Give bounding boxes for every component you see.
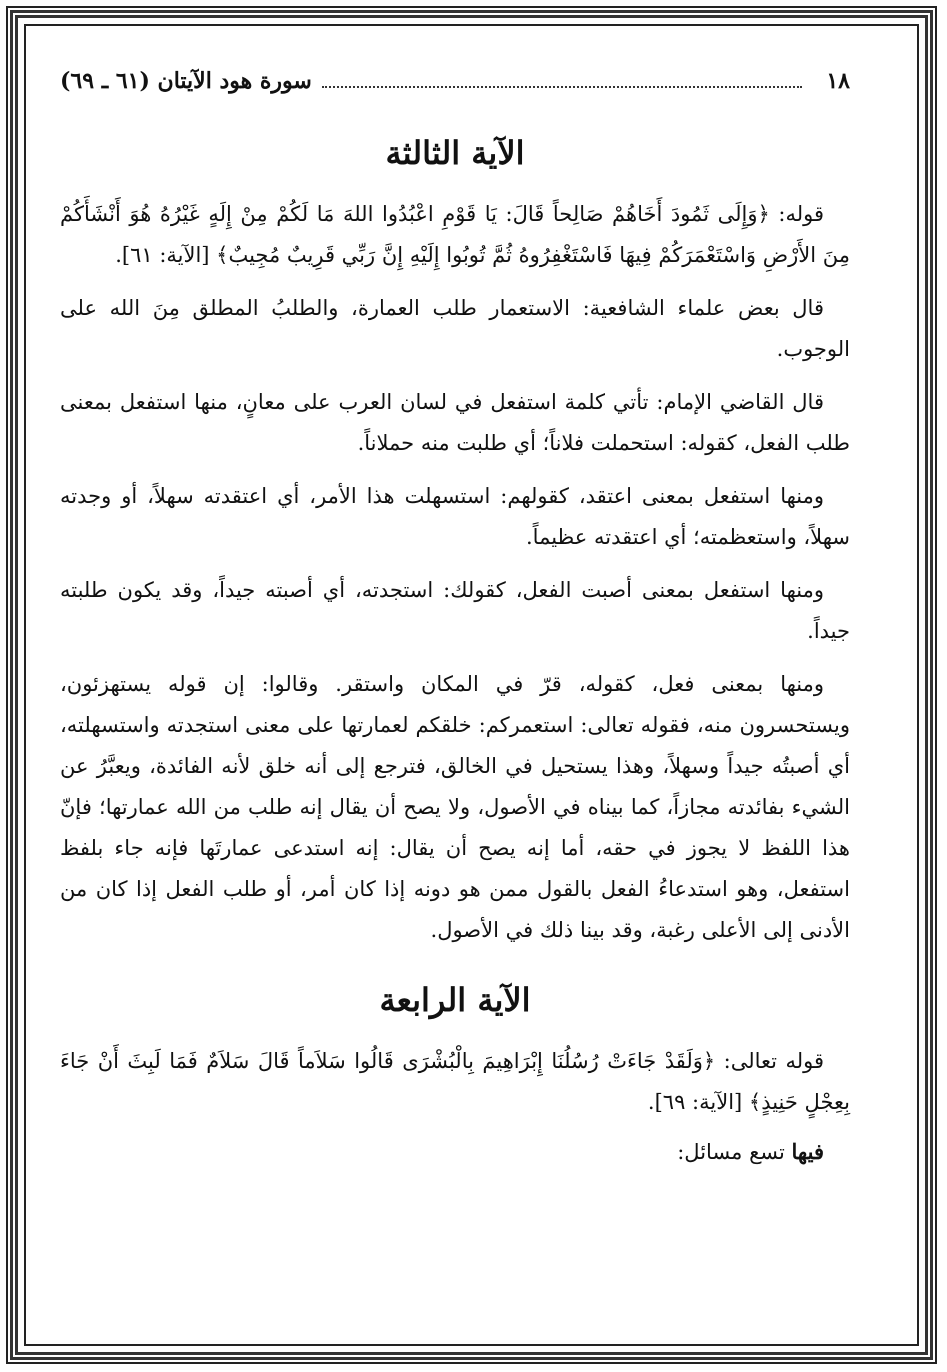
- page-content: [60, 60, 850, 1169]
- issues-intro: [60, 1135, 850, 1169]
- running-title: سورة هود الآيتان (٦١ ـ ٦٩): [60, 68, 312, 94]
- paragraph: ومنها استفعل بمعنى أصبت الفعل، كقولك: استجدته، أي أصبته جيداً، وقد يكون طلبته جيداً.: [60, 578, 850, 643]
- issues-intro-bold: فيها: [791, 1139, 824, 1164]
- paragraph: قال القاضي الإمام: تأتي كلمة استفعل في لسان العرب على معانٍ، منها استفعل بمعنى طلب الفعل، كقوله: استحملت فلاناً؛ أي طلبت منه حملاناً.: [60, 390, 850, 455]
- section-heading-third-verse: الآية الثالثة: [385, 134, 525, 172]
- paragraph: قوله تعالى: ﴿وَلَقَدْ جَاءَتْ رُسُلُنَا إِبْرَاهِيمَ بِالْبُشْرَى قَالُوا سَلاَماً قَالَ سَلاَمٌ فَمَا لَبِثَ أَنْ جَاءَ بِعِجْلٍ حَنِيذٍ﴾ [الآية: ٦٩].: [60, 1049, 850, 1114]
- running-header: [60, 68, 850, 104]
- paragraph: ومنها استفعل بمعنى اعتقد، كقولهم: استسهلت هذا الأمر، أي اعتقدته سهلاً، أو وجدته سهلاً، واستعظمته؛ أي اعتقدته عظيماً.: [60, 484, 850, 549]
- issues-intro-rest: تسع مسائل:: [677, 1140, 792, 1164]
- section-heading-fourth-verse: الآية الرابعة: [379, 981, 531, 1019]
- page-number: ١٨: [826, 68, 850, 94]
- dotted-leader: [322, 72, 803, 88]
- paragraph: قوله: ﴿وَإِلَى ثَمُودَ أَخَاهُمْ صَالِحاً قَالَ: يَا قَوْمِ اعْبُدُوا اللهَ مَا لَكُمْ مِنْ إِلَهٍ غَيْرُهُ هُوَ أَنْشَأَكُمْ مِنَ الأَرْضِ وَاسْتَعْمَرَكُمْ فِيهَا فَاسْتَغْفِرُوهُ ثُمَّ تُوبُوا إِلَيْهِ إِنَّ رَبِّي قَرِيبٌ مُجِيبٌ﴾ [الآية: ٦١].: [60, 202, 850, 267]
- paragraph: قال بعض علماء الشافعية: الاستعمار طلب العمارة، والطلبُ المطلق مِنَ الله على الوجوب.: [60, 296, 850, 361]
- paragraph: ومنها بمعنى فعل، كقوله، قرّ في المكان واستقر. وقالوا: إن قوله يستهزئون، ويستحسرون منه، فقوله تعالى: استعمركم: خلقكم لعمارتها على معنى استجدته واستسهلته، أي أصبتُه جيداً وسهلاً، وهذا يستحيل في الخالق، فترجع إلى أنه خلق لأنه الفائدة، ويعبَّرُ عن الشيء بفائدته مجازاً، كما بيناه في الأصول، ولا يصح أن يقال إنه طلب من الله عمارتها؛ فإنّ هذا اللفظ لا يجوز في حقه، أما إنه يصح أن يقال: إنه استدعى عمارتَها فإنه جاء بلفظ استفعل، وهو استدعاءُ الفعل بالقول ممن هو دونه إذا كان أمر، أو طلب الفعل إذا كان من الأدنى إلى الأعلى رغبة، وقد بينا ذلك في الأصول.: [60, 672, 850, 942]
